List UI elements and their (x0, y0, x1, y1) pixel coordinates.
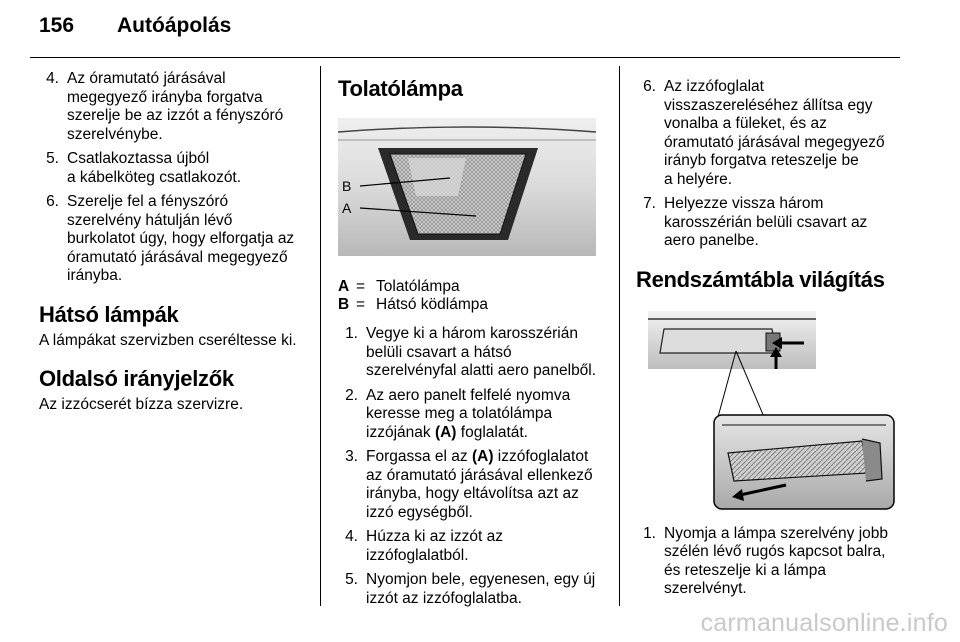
reversing-lamp-steps-continued (636, 78, 908, 251)
list-item: 5. Nyomjon bele, egyenesen, egy új izzót az izzófoglalatba. (345, 571, 596, 607)
list-item: 7. Helyezze vissza három karosszérián belüli csavart az aero panelbe. (643, 195, 868, 249)
legend-row-b: B = Hátsó ködlámpa (338, 295, 489, 313)
legend-row-a: A = Tolatólámpa (338, 278, 460, 295)
list-item: 1. Nyomja a lámpa szerelvény jobb szélén lévő rugós kapcsot balra, és reteszelje ki a lámpa szerelvényt. (643, 524, 888, 597)
headlamp-steps-list (39, 70, 309, 286)
reversing-lamp-figure (338, 118, 596, 256)
column-1 (39, 70, 309, 415)
list-item: 6. Az izzófoglalat visszaszereléséhez állítsa egy vonalba a füleket, és az óramutató járásával megegyező irányb forgatva reteszelje be a helyére. (643, 78, 885, 188)
heading-reversing-lamp: Tolatólámpa (338, 76, 463, 101)
watermark: carmanualsonline.info (700, 609, 948, 637)
figure-legend (338, 278, 608, 313)
column-divider-2 (619, 66, 620, 606)
header-rule (30, 57, 900, 58)
list-item: 2. Az aero panelt felfelé nyomva keresse meg a tolatólámpa izzójának (A) foglalatát. (345, 386, 571, 441)
list-item: 5. Csatlakoztassa újból a kábelköteg csatlakozót. (46, 150, 242, 186)
heading-rear-lamps: Hátsó lámpák (39, 301, 179, 327)
license-plate-lamp-figure (636, 311, 898, 511)
section-title: Autóápolás (117, 14, 232, 37)
list-item: 6. Szerelje fel a fényszóró szerelvény hátulján lévő burkolatot úgy, hogy elforgatja az óramutató járásával megegyező irányba. (46, 193, 295, 284)
side-indicators-text: Az izzócserét bízza szervizre. (39, 396, 244, 413)
list-item: 4. Az óramutató járásával megegyező irányba forgatva szerelje be az izzót a fényszóró szerelvénybe. (46, 70, 284, 143)
license-plate-steps-list (636, 525, 908, 599)
heading-license-plate-lamp: Rendszámtábla világítás (636, 266, 885, 292)
column-2 (338, 70, 608, 614)
column-3 (636, 70, 908, 605)
column-divider-1 (320, 66, 321, 606)
list-item: 1. Vegye ki a három karosszérián belüli csavart a hátsó szerelvényfal alatti aero panelből. (345, 325, 597, 379)
figure-label-b: B (342, 178, 352, 194)
list-item: 3. Forgassa el az (A) izzófoglalatot az óramutató járásával ellenkező irányba, hogy eltávolítsa azt az izzó egységből. (345, 448, 593, 521)
list-item: 4. Húzza ki az izzót az izzófoglalatból. (345, 528, 503, 564)
page-number: 156 (39, 14, 75, 37)
reversing-lamp-steps-list (338, 325, 608, 608)
rear-lamps-text: A lámpákat szervizben cseréltesse ki. (39, 331, 297, 349)
heading-side-indicators: Oldalsó irányjelzők (39, 366, 234, 391)
reverse-lamp-area (408, 158, 466, 196)
lamp-unit-top (660, 329, 776, 353)
figure-label-a: A (342, 200, 352, 216)
